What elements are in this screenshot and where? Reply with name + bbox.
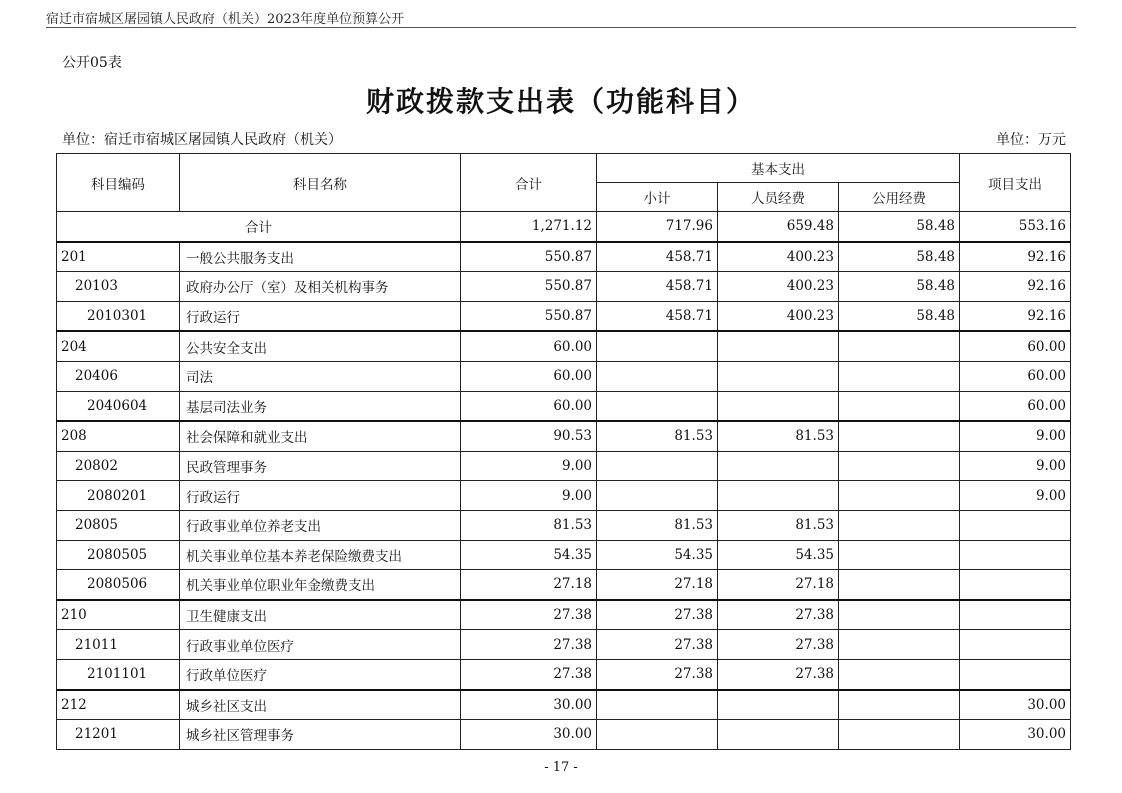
header-divider [46,27,1076,28]
subject-code-cell: 2040604 [57,391,180,421]
project-cell [960,630,1071,660]
project-cell: 60.00 [960,331,1071,361]
public-cell [839,600,960,630]
personnel-cell: 27.38 [718,630,839,660]
subtotal-cell: 27.38 [597,630,718,660]
project-cell: 30.00 [960,690,1071,720]
total-cell: 550.87 [461,242,597,272]
project-cell: 30.00 [960,720,1071,750]
total-project-cell: 553.16 [960,212,1071,242]
header-basic: 基本支出 [597,154,960,183]
subject-code-cell: 2080201 [57,481,180,511]
subject-name-cell: 一般公共服务支出 [180,242,461,272]
table-row [57,690,1071,720]
table-row [57,600,1071,630]
public-cell [839,331,960,361]
project-cell [960,510,1071,540]
personnel-cell [718,690,839,720]
personnel-cell: 400.23 [718,242,839,272]
table-row [57,570,1071,600]
total-personnel-cell: 659.48 [718,212,839,242]
subtotal-cell [597,451,718,481]
page-number: - 17 - [544,760,578,775]
table-row [57,510,1071,540]
subtotal-cell: 458.71 [597,242,718,272]
total-cell: 27.38 [461,630,597,660]
subject-name-cell: 公共安全支出 [180,331,461,361]
subtotal-cell: 27.18 [597,570,718,600]
total-cell: 54.35 [461,540,597,570]
subject-code-cell: 21011 [57,630,180,660]
personnel-cell [718,720,839,750]
subject-name-cell: 机关事业单位职业年金缴费支出 [180,570,461,600]
total-cell: 90.53 [461,421,597,451]
subtotal-cell: 81.53 [597,421,718,451]
subtotal-cell: 54.35 [597,540,718,570]
project-cell: 9.00 [960,451,1071,481]
project-cell [960,600,1071,630]
subject-name-cell: 社会保障和就业支出 [180,421,461,451]
subject-code-cell: 20103 [57,272,180,302]
total-cell: 27.38 [461,659,597,689]
personnel-cell: 400.23 [718,272,839,302]
subject-code-cell: 2010301 [57,301,180,331]
personnel-cell: 27.38 [718,600,839,630]
table-row [57,331,1071,361]
table-row [57,242,1071,272]
public-cell [839,540,960,570]
subject-name-cell: 城乡社区支出 [180,690,461,720]
project-cell: 9.00 [960,421,1071,451]
subject-code-cell: 20802 [57,451,180,481]
total-public-cell: 58.48 [839,212,960,242]
header-project: 项目支出 [960,154,1071,212]
total-cell: 81.53 [461,510,597,540]
subtotal-cell [597,690,718,720]
public-cell [839,391,960,421]
public-cell [839,720,960,750]
subtotal-cell: 81.53 [597,510,718,540]
subtotal-cell: 458.71 [597,301,718,331]
subject-code-cell: 210 [57,600,180,630]
total-cell: 60.00 [461,331,597,361]
expenditure-table-wrapper [56,153,1070,750]
total-row [57,212,1071,242]
public-cell [839,570,960,600]
total-cell: 550.87 [461,272,597,302]
subject-name-cell: 基层司法业务 [180,391,461,421]
total-subtotal-cell: 717.96 [597,212,718,242]
total-cell: 30.00 [461,690,597,720]
public-cell [839,659,960,689]
project-cell: 92.16 [960,272,1071,302]
running-header: 宿迁市宿城区屠园镇人民政府（机关）2023年度单位预算公开 [46,12,405,27]
page-title: 财政拨款支出表（功能科目） [365,85,756,118]
total-label: 合计 [57,212,461,242]
personnel-cell [718,331,839,361]
form-number: 公开05表 [62,55,122,71]
subject-name-cell: 卫生健康支出 [180,600,461,630]
table-body [57,212,1071,750]
subtotal-cell [597,481,718,511]
total-cell: 60.00 [461,391,597,421]
subject-name-cell: 民政管理事务 [180,451,461,481]
subject-name-cell: 司法 [180,361,461,391]
table-row [57,481,1071,511]
public-cell [839,481,960,511]
project-cell [960,540,1071,570]
header-subtotal: 小计 [597,183,718,212]
public-cell [839,510,960,540]
total-cell: 9.00 [461,481,597,511]
public-cell: 58.48 [839,242,960,272]
total-cell: 1,271.12 [461,212,597,242]
project-cell [960,659,1071,689]
table-row [57,421,1071,451]
public-cell [839,421,960,451]
personnel-cell: 27.38 [718,659,839,689]
total-cell: 60.00 [461,361,597,391]
personnel-cell: 81.53 [718,421,839,451]
total-cell: 30.00 [461,720,597,750]
table-row [57,272,1071,302]
total-cell: 27.18 [461,570,597,600]
table-row [57,630,1071,660]
public-cell [839,361,960,391]
subject-code-cell: 2080505 [57,540,180,570]
personnel-cell: 27.18 [718,570,839,600]
public-cell: 58.48 [839,272,960,302]
project-cell: 9.00 [960,481,1071,511]
project-cell: 60.00 [960,361,1071,391]
personnel-cell [718,361,839,391]
personnel-cell [718,451,839,481]
table-header [57,154,1071,212]
subject-name-cell: 行政事业单位养老支出 [180,510,461,540]
header-personnel: 人员经费 [718,183,839,212]
table-row [57,451,1071,481]
public-cell [839,630,960,660]
table-row [57,659,1071,689]
total-cell: 9.00 [461,451,597,481]
project-cell: 92.16 [960,242,1071,272]
subject-name-cell: 行政运行 [180,301,461,331]
personnel-cell: 81.53 [718,510,839,540]
currency-unit-label: 单位：万元 [996,132,1066,148]
subtotal-cell [597,331,718,361]
subject-name-cell: 行政事业单位医疗 [180,630,461,660]
subject-name-cell: 行政单位医疗 [180,659,461,689]
subtotal-cell [597,391,718,421]
header-code: 科目编码 [57,154,180,212]
subject-code-cell: 2101101 [57,659,180,689]
project-cell: 92.16 [960,301,1071,331]
subject-code-cell: 20406 [57,361,180,391]
subject-name-cell: 政府办公厅（室）及相关机构事务 [180,272,461,302]
subject-code-cell: 204 [57,331,180,361]
subtotal-cell: 27.38 [597,600,718,630]
total-cell: 27.38 [461,600,597,630]
subject-code-cell: 212 [57,690,180,720]
project-cell [960,570,1071,600]
table-row [57,540,1071,570]
subject-code-cell: 20805 [57,510,180,540]
subject-name-cell: 行政运行 [180,481,461,511]
subject-name-cell: 机关事业单位基本养老保险缴费支出 [180,540,461,570]
table-row [57,301,1071,331]
public-cell [839,690,960,720]
personnel-cell: 54.35 [718,540,839,570]
subtotal-cell [597,720,718,750]
public-cell: 58.48 [839,301,960,331]
subtotal-cell: 27.38 [597,659,718,689]
personnel-cell [718,481,839,511]
unit-label: 单位：宿迁市宿城区屠园镇人民政府（机关） [62,132,342,148]
personnel-cell [718,391,839,421]
expenditure-table [56,153,1071,750]
subject-code-cell: 2080506 [57,570,180,600]
subject-code-cell: 208 [57,421,180,451]
header-public: 公用经费 [839,183,960,212]
table-row [57,361,1071,391]
header-total: 合计 [461,154,597,212]
public-cell [839,451,960,481]
subtotal-cell: 458.71 [597,272,718,302]
subtotal-cell [597,361,718,391]
subject-code-cell: 21201 [57,720,180,750]
subject-code-cell: 201 [57,242,180,272]
project-cell: 60.00 [960,391,1071,421]
total-cell: 550.87 [461,301,597,331]
table-row [57,720,1071,750]
header-name: 科目名称 [180,154,461,212]
subject-name-cell: 城乡社区管理事务 [180,720,461,750]
table-row [57,391,1071,421]
personnel-cell: 400.23 [718,301,839,331]
